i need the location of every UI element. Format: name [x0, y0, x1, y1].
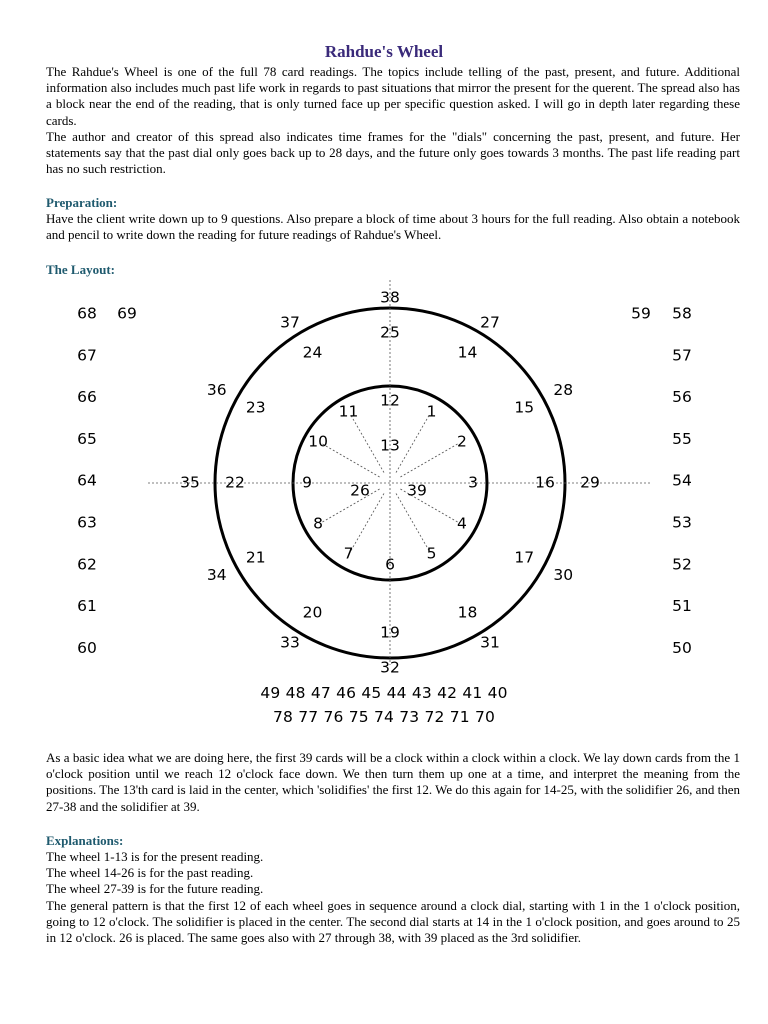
- right-column-number: 52: [672, 555, 692, 574]
- left-column-number: 63: [77, 513, 97, 532]
- middle-dial-number: 15: [514, 398, 535, 417]
- left-column-number: 65: [77, 429, 97, 448]
- inner-spoke: [400, 443, 459, 477]
- outer-dial-number: 33: [280, 633, 300, 652]
- inner-spoke: [350, 414, 384, 473]
- left-column-number: 66: [77, 388, 97, 407]
- middle-dial-number: 24: [302, 343, 323, 362]
- right-extra-number: 59: [631, 304, 651, 323]
- right-column-number: 55: [672, 429, 692, 448]
- middle-center-number: 26: [350, 481, 370, 500]
- middle-dial-number: 22: [225, 473, 245, 492]
- right-column-number: 53: [672, 513, 692, 532]
- inner-dial-number: 1: [426, 402, 437, 421]
- wheel-diagram: [0, 280, 768, 680]
- inner-dial-number: 12: [380, 391, 400, 410]
- right-column-number: 56: [672, 388, 692, 407]
- layout-heading: The Layout:: [46, 262, 115, 277]
- outer-dial-number: 29: [580, 473, 600, 492]
- middle-dial-number: 20: [302, 603, 323, 622]
- left-column-number: 62: [77, 555, 97, 574]
- bottom-row-1: 49 48 47 46 45 44 43 42 41 40: [260, 684, 508, 702]
- outer-dial-number: 35: [180, 473, 200, 492]
- outer-dial-number: 38: [380, 288, 400, 307]
- middle-dial-number: 25: [380, 323, 400, 342]
- right-column-number: 58: [672, 304, 692, 323]
- inner-dial-number: 2: [456, 432, 467, 451]
- right-column-number: 57: [672, 346, 692, 365]
- right-column-number: 51: [672, 597, 692, 616]
- outer-dial-number: 37: [280, 313, 300, 332]
- explanation-line-2: The wheel 14-26 is for the past reading.: [46, 865, 254, 881]
- left-column-number: 61: [77, 597, 97, 616]
- middle-dial-number: 19: [380, 623, 400, 642]
- middle-dial-number: 14: [457, 343, 478, 362]
- middle-dial-number: 17: [514, 548, 535, 567]
- middle-dial-number: 21: [245, 548, 266, 567]
- inner-spoke: [396, 414, 430, 473]
- intro-paragraph-1: The Rahdue's Wheel is one of the full 78 card readings. The topics include telling of the past, present, and future. Additional information also includes much past life work in regards to past situations that mirror the present for the querent. The spread also has a block near the end of the reading, that is only turned face up per specific question asked. I will go in depth later regarding these cards.: [46, 64, 740, 128]
- inner-dial-number: 4: [456, 514, 467, 533]
- outer-dial-number: 27: [480, 313, 500, 332]
- left-column-number: 67: [77, 346, 97, 365]
- explanation-paragraph: The general pattern is that the first 12 of each wheel goes in sequence around a clock dial, starting with 1 in the 1 o'clock position, going to 12 o'clock. The solidifier is placed in the center. The second dial starts at 14 in the 1 o'clock position, and goes around to 25 in 12 o'clock. 26 is placed. The same goes also with 27 through 38, with 39 placed as the 3rd solidifier.: [46, 897, 740, 946]
- preparation-paragraph: Have the client write down up to 9 questions. Also prepare a block of time about 3 hours for the full reading. Also obtain a notebook and pencil to write down the reading for future readings of Rahdue's Wheel.: [46, 211, 740, 243]
- intro-section: [46, 64, 740, 177]
- inner-spoke: [321, 443, 380, 477]
- explanation-line-1: The wheel 1-13 is for the present reading.: [46, 849, 264, 864]
- inner-dial-number: 11: [338, 402, 359, 421]
- outer-center-number: 39: [407, 481, 427, 500]
- middle-dial-number: 23: [245, 398, 266, 417]
- inner-spoke: [350, 493, 384, 552]
- left-extra-number: 69: [117, 304, 137, 323]
- left-column-number: 68: [77, 304, 97, 323]
- middle-dial-number: 16: [535, 473, 555, 492]
- outer-dial-number: 32: [380, 658, 400, 677]
- inner-dial-number: 5: [426, 544, 437, 563]
- right-column-number: 50: [672, 638, 692, 657]
- inner-dial-number: 10: [308, 432, 328, 451]
- inner-dial-number: 9: [302, 473, 312, 492]
- intro-paragraph-2: The author and creator of this spread also indicates time frames for the "dials" concerning the past, present, and future. Her statements say that the past dial only goes back up to 28 days, and the future only goes towards 3 months. The past life reading part has no such restriction.: [46, 128, 740, 177]
- basic-idea-section: [46, 750, 740, 815]
- inner-dial-number: 3: [468, 473, 478, 492]
- inner-center-number: 13: [380, 436, 400, 455]
- bottom-row-2: 78 77 76 75 74 73 72 71 70: [272, 708, 496, 726]
- preparation-text: [46, 211, 740, 243]
- inner-dial-number: 6: [385, 555, 395, 574]
- outer-dial-number: 28: [553, 381, 574, 399]
- inner-dial-number: 8: [313, 514, 324, 533]
- right-column-number: 54: [672, 471, 692, 490]
- outer-dial-number: 31: [480, 633, 500, 652]
- outer-dial-number: 34: [206, 566, 227, 584]
- outer-dial-number: 36: [206, 381, 227, 399]
- basic-idea-paragraph: As a basic idea what we are doing here, the first 39 cards will be a clock within a clock within a clock. We lay down cards from the 1 o'clock position until we reach 12 o'clock face down. We then turn them up one at a time, and interpret the meaning from the positions. The 13'th card is laid in the center, which 'solidifies' the first 12. We do this again for 14-25, with the solidifier 26, and then 27-38 and the solidifier at 39.: [46, 750, 740, 814]
- left-column-number: 64: [77, 471, 97, 490]
- middle-dial-number: 18: [457, 603, 478, 622]
- preparation-heading: Preparation:: [46, 195, 118, 210]
- explanation-line-3: The wheel 27-39 is for the future reading.: [46, 881, 264, 897]
- inner-spoke: [396, 493, 430, 552]
- outer-dial-number: 30: [553, 566, 574, 584]
- inner-dial-number: 7: [343, 544, 354, 563]
- explanations-section: [46, 849, 740, 946]
- document-title: Rahdue's Wheel: [324, 42, 444, 61]
- explanations-heading: Explanations:: [46, 833, 124, 848]
- left-column-number: 60: [77, 638, 97, 657]
